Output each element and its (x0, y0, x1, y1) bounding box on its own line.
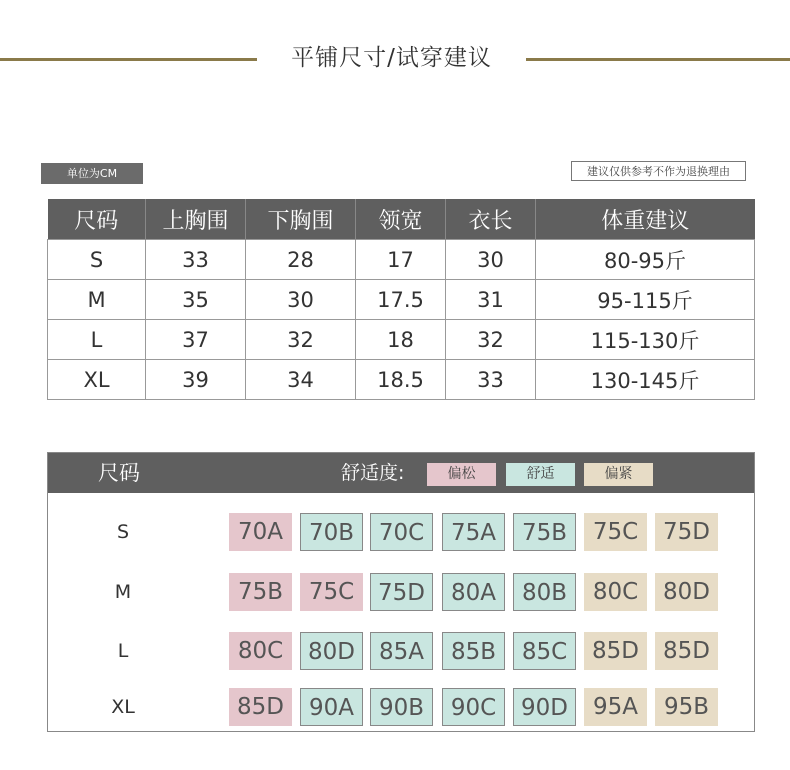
cup-size-chip: 70A (229, 513, 292, 551)
cell-under-bust: 34 (246, 360, 356, 400)
cup-size-chip: 95A (584, 688, 647, 726)
cup-size-chip: 80A (442, 573, 505, 611)
cell-weight: 115-130斤 (536, 320, 755, 360)
cup-size-chip: 85D (229, 688, 292, 726)
fit-row-size-label: S (116, 521, 130, 543)
cup-size-chip: 90B (370, 688, 433, 726)
cell-size: M (48, 280, 146, 320)
cell-upper-bust: 33 (146, 240, 246, 280)
cup-size-chip: 90D (513, 688, 576, 726)
table-row (48, 240, 755, 280)
cup-size-chip: 80D (655, 573, 718, 611)
legend-tight: 偏紧 (584, 463, 653, 486)
header-size: 尺码 (48, 199, 146, 240)
title-divider-left (0, 58, 257, 61)
cell-under-bust: 32 (246, 320, 356, 360)
fit-chart-header (48, 453, 754, 493)
header-weight: 体重建议 (536, 199, 755, 240)
legend-comfortable: 舒适 (506, 463, 575, 486)
cup-size-chip: 75C (584, 513, 647, 551)
cup-size-chip: 75A (442, 513, 505, 551)
fit-row-size-label: XL (111, 696, 135, 718)
cell-under-bust: 28 (246, 240, 356, 280)
cup-size-chip: 75B (513, 513, 576, 551)
cell-weight: 95-115斤 (536, 280, 755, 320)
cup-size-chip: 85D (584, 632, 647, 670)
cell-collar-width: 18 (356, 320, 446, 360)
cup-size-chip: 85A (370, 632, 433, 670)
cell-length: 31 (446, 280, 536, 320)
cup-size-chip: 90A (300, 688, 363, 726)
cell-length: 33 (446, 360, 536, 400)
header-under-bust: 下胸围 (246, 199, 356, 240)
cup-size-chip: 90C (442, 688, 505, 726)
cell-length: 32 (446, 320, 536, 360)
cup-size-chip: 85D (655, 632, 718, 670)
cup-size-chip: 75C (300, 573, 363, 611)
cell-size: S (48, 240, 146, 280)
table-row (48, 360, 755, 400)
cell-size: L (48, 320, 146, 360)
cup-size-chip: 70C (370, 513, 433, 551)
cell-collar-width: 17 (356, 240, 446, 280)
cup-size-chip: 70B (300, 513, 363, 551)
cup-size-chip: 85C (513, 632, 576, 670)
cell-upper-bust: 39 (146, 360, 246, 400)
cup-size-chip: 75D (370, 573, 433, 611)
cell-upper-bust: 35 (146, 280, 246, 320)
fit-row-size-label: L (117, 640, 129, 662)
unit-badge: 单位为CM (41, 163, 143, 184)
fit-size-label: 尺码 (98, 461, 140, 485)
cup-size-chip: 85B (442, 632, 505, 670)
cup-size-chip: 80C (229, 632, 292, 670)
header-upper-bust: 上胸围 (146, 199, 246, 240)
section-title-bar (0, 38, 790, 78)
cell-size: XL (48, 360, 146, 400)
table-row (48, 280, 755, 320)
cup-size-chip: 80D (300, 632, 363, 670)
section-title: 平铺尺寸/试穿建议 (291, 45, 492, 71)
cell-collar-width: 18.5 (356, 360, 446, 400)
header-collar-width: 领宽 (356, 199, 446, 240)
size-table-header (48, 199, 755, 240)
cup-size-chip: 95B (655, 688, 718, 726)
header-length: 衣长 (446, 199, 536, 240)
cup-size-chip: 75D (655, 513, 718, 551)
fit-chart (47, 452, 755, 732)
fit-row-size-label: M (114, 581, 132, 603)
cup-size-chip: 80B (513, 573, 576, 611)
comfort-label: 舒适度: (341, 462, 405, 484)
cell-upper-bust: 37 (146, 320, 246, 360)
size-table (47, 199, 755, 400)
table-row (48, 320, 755, 360)
cup-size-chip: 75B (229, 573, 292, 611)
cell-under-bust: 30 (246, 280, 356, 320)
legend-loose: 偏松 (427, 463, 496, 486)
cell-length: 30 (446, 240, 536, 280)
cell-collar-width: 17.5 (356, 280, 446, 320)
cell-weight: 80-95斤 (536, 240, 755, 280)
cell-weight: 130-145斤 (536, 360, 755, 400)
title-divider-right (526, 58, 790, 61)
disclaimer-note: 建议仅供参考不作为退换理由 (571, 161, 746, 181)
cup-size-chip: 80C (584, 573, 647, 611)
